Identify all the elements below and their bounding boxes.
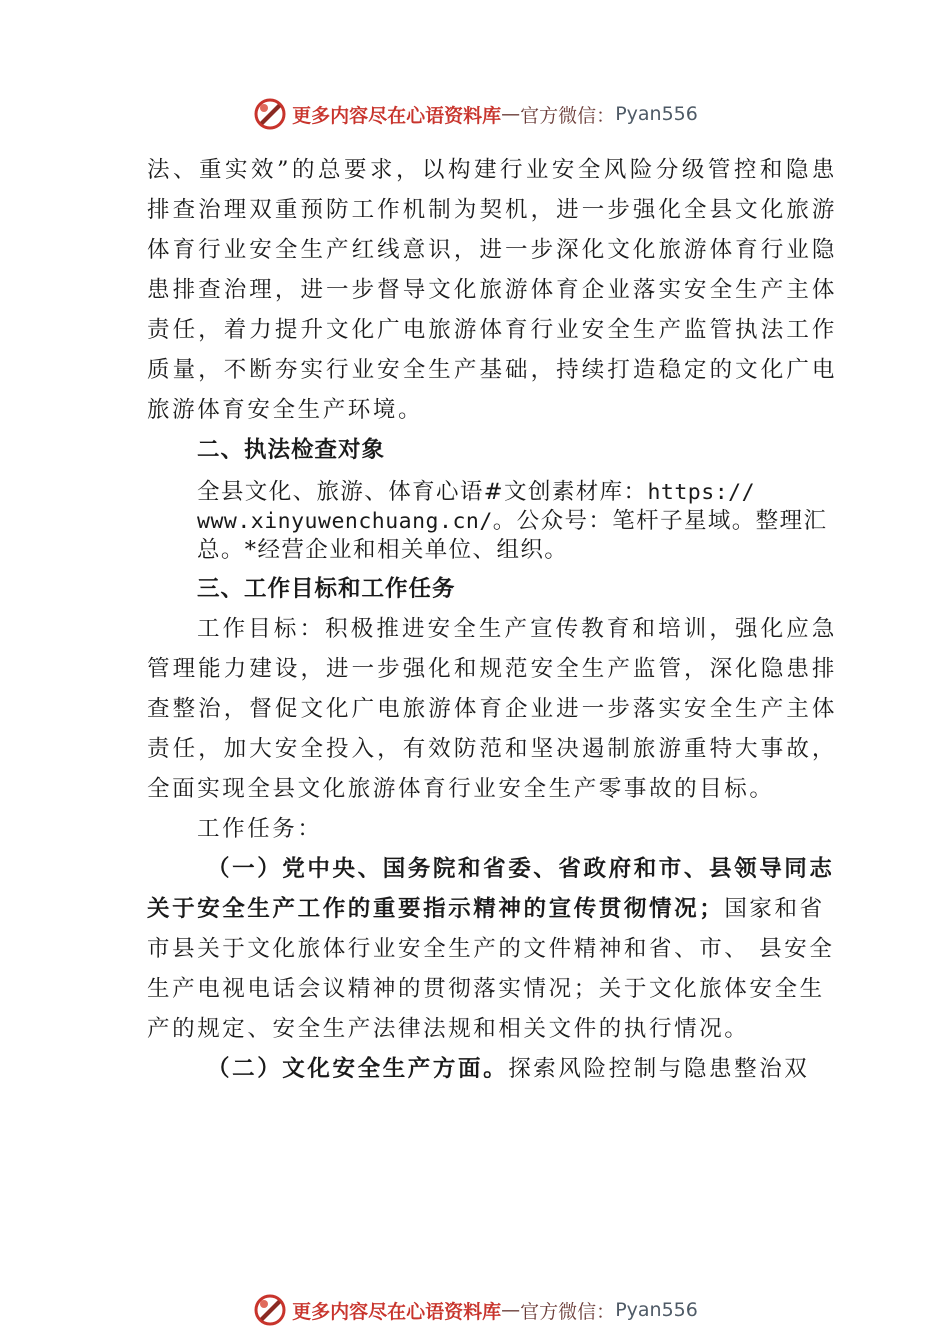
banner-dash: — bbox=[501, 1299, 521, 1321]
paragraph-task-2 bbox=[147, 1049, 837, 1089]
task-1-body: 国家和省市县关于文化旅体行业安全生产的文件精神和省、市、 县安全生产电视电话会议精神的贯彻落实情况；关于文化旅体安全生产的规定、安全生产法律法规和相关文件的执行情况。 bbox=[147, 896, 835, 1042]
targets-url-2: www.xinyuwenchuang.cn/ bbox=[197, 509, 493, 534]
banner-wechat-label: 官方微信： bbox=[520, 104, 616, 127]
logo-icon bbox=[252, 1292, 288, 1328]
banner-brand-text: 更多内容尽在心语资料库 bbox=[292, 104, 502, 127]
paragraph-goal: 工作目标：积极推进安全生产宣传教育和培训，强化应急管理能力建设，进一步强化和规范安全生产监管，深化隐患排查整治，督促文化广电旅游体育企业进一步落实安全生产主体责任，加大安全投入，有效防范和坚决遏制旅游重特大事故，全面实现全县文化旅游体育行业安全生产零事故的目标。 bbox=[147, 616, 837, 802]
heading-goals-tasks: 三、工作目标和工作任务 bbox=[197, 576, 456, 602]
heading-inspection-targets: 二、执法检查对象 bbox=[197, 437, 386, 463]
document-body bbox=[147, 150, 837, 1089]
banner-brand-text: 更多内容尽在心语资料库 bbox=[292, 1300, 502, 1323]
banner-dash: — bbox=[501, 103, 521, 125]
paragraph-targets bbox=[147, 478, 837, 565]
task-1-title: （一）党中央、国务院和省委、省政府和市、县领导同志关于安全生产工作的重要指示精神的宣传贯彻情况； bbox=[147, 856, 835, 922]
tasks-label: 工作任务： bbox=[197, 816, 323, 842]
banner-wechat-id: Pyan556 bbox=[615, 103, 698, 125]
targets-text-1: 全县文化、旅游、体育心语#文创素材库： bbox=[197, 479, 648, 505]
footer-banner bbox=[0, 1290, 950, 1330]
banner-wechat-label: 官方微信： bbox=[520, 1300, 616, 1323]
logo-icon bbox=[252, 96, 288, 132]
targets-url-1: https:// bbox=[647, 480, 756, 505]
task-2-title: （二）文化安全生产方面。 bbox=[207, 1056, 509, 1082]
paragraph-task-1 bbox=[147, 849, 837, 1049]
targets-text-2: 。公众号：笔杆子星域。整理汇总。*经营企业和相关单位、组织。 bbox=[197, 508, 828, 563]
paragraph-intro: 法、重实效”的总要求，以构建行业安全风险分级管控和隐患排查治理双重预防工作机制为契机，进一步强化全县文化旅游体育行业安全生产红线意识，进一步深化文化旅游体育行业隐患排查治理，进一步督导文化旅游体育企业落实安全生产主体责任，着力提升文化广电旅游体育行业安全生产监管执法工作质量，不断夯实行业安全生产基础，持续打造稳定的文化广电旅游体育安全生产环境。 bbox=[147, 157, 837, 423]
banner-wechat-id: Pyan556 bbox=[615, 1299, 698, 1321]
task-2-body: 探索风险控制与隐患整治双 bbox=[508, 1056, 810, 1082]
header-banner bbox=[0, 94, 950, 134]
